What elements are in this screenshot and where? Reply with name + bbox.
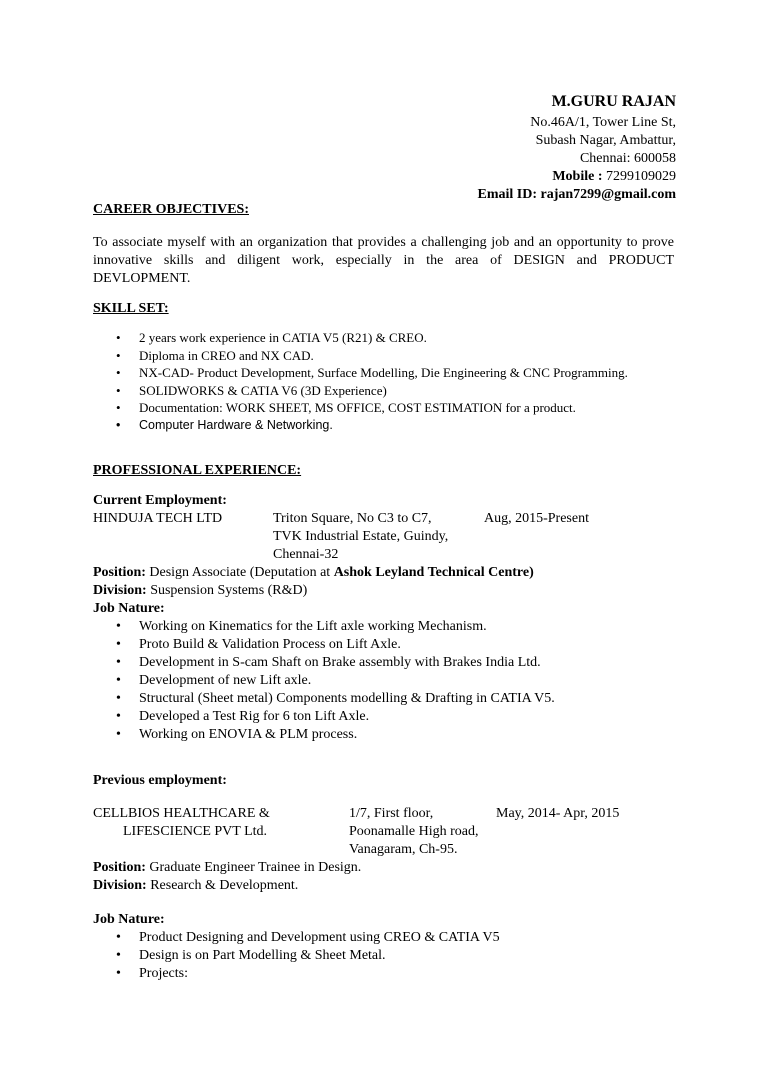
professional-experience-heading: PROFESSIONAL EXPERIENCE:	[93, 463, 302, 478]
current-address-line-3: Chennai-32	[273, 547, 339, 562]
current-address-line-1: Triton Square, No C3 to C7,	[273, 511, 432, 526]
position-text: Graduate Engineer Trainee in Design.	[149, 860, 362, 875]
list-item: • Design is on Part Modelling & Sheet Metal.	[116, 947, 500, 965]
mobile-number: 7299109029	[606, 169, 676, 184]
list-item: • Diploma in CREO and NX CAD.	[116, 347, 628, 365]
division-label: Division:	[93, 878, 147, 893]
previous-job-nature-label: Job Nature:	[93, 912, 165, 927]
previous-division	[93, 877, 298, 895]
mobile-line	[477, 168, 676, 186]
division-text: Suspension Systems (R&D)	[150, 583, 308, 598]
position-text: Design Associate (Deputation at	[149, 565, 331, 580]
address-line-1: No.46A/1, Tower Line St,	[530, 115, 676, 130]
candidate-name: M.GURU RAJAN	[551, 93, 676, 110]
list-item: • Computer Hardware & Networking.	[116, 417, 628, 435]
skill-list	[116, 329, 628, 434]
current-company: HINDUJA TECH LTD	[93, 511, 223, 526]
email-line: Email ID: rajan7299@gmail.com	[477, 187, 676, 202]
list-item: • Structural (Sheet metal) Components modelling & Drafting in CATIA V5.	[116, 690, 555, 708]
list-item: • Working on ENOVIA & PLM process.	[116, 726, 555, 744]
position-label: Position:	[93, 565, 146, 580]
current-address-line-2: TVK Industrial Estate, Guindy,	[273, 529, 449, 544]
list-item: • Development of new Lift axle.	[116, 672, 555, 690]
list-item: • Developed a Test Rig for 6 ton Lift Axle.	[116, 708, 555, 726]
list-item: • 2 years work experience in CATIA V5 (R21) & CREO.	[116, 329, 628, 347]
mobile-label: Mobile :	[552, 169, 603, 184]
current-division	[93, 582, 307, 600]
list-item: • SOLIDWORKS & CATIA V6 (3D Experience)	[116, 382, 628, 400]
career-objectives-heading: CAREER OBJECTIVES:	[93, 202, 249, 217]
previous-address-line-2: Poonamalle High road,	[349, 824, 479, 839]
list-item: • Product Designing and Development using CREO & CATIA V5	[116, 929, 500, 947]
previous-dates: May, 2014- Apr, 2015	[496, 806, 620, 821]
previous-position	[93, 859, 361, 877]
career-objectives-text: To associate myself with an organization that provides a challenging job and an opportunity to prove innovative skills and diligent work, especially in the area of DESIGN and PRODUCT DEVLOPMENT.	[93, 235, 674, 286]
current-dates: Aug, 2015-Present	[484, 511, 589, 526]
position-company: Ashok Leyland Technical Centre)	[333, 565, 534, 580]
previous-address-line-3: Vanagaram, Ch-95.	[349, 842, 458, 857]
current-position	[93, 564, 534, 582]
current-job-nature-label: Job Nature:	[93, 601, 165, 616]
position-label: Position:	[93, 860, 146, 875]
list-item: • Projects:	[116, 965, 500, 983]
list-item: • Working on Kinematics for the Lift axle working Mechanism.	[116, 618, 555, 636]
previous-address-line-1: 1/7, First floor,	[349, 806, 434, 821]
list-item: • NX-CAD- Product Development, Surface Modelling, Die Engineering & CNC Programming.	[116, 364, 628, 382]
previous-job-list	[116, 929, 500, 983]
list-item: • Development in S-cam Shaft on Brake assembly with Brakes India Ltd.	[116, 654, 555, 672]
list-item: • Proto Build & Validation Process on Lift Axle.	[116, 636, 555, 654]
current-employment-label: Current Employment:	[93, 493, 227, 508]
division-text: Research & Development.	[150, 878, 299, 893]
previous-employment-label: Previous employment:	[93, 773, 227, 788]
contact-header	[477, 92, 676, 204]
current-job-list	[116, 618, 555, 744]
address-line-3: Chennai: 600058	[579, 151, 676, 166]
division-label: Division:	[93, 583, 147, 598]
previous-company-line-1: CELLBIOS HEALTHCARE &	[93, 806, 270, 821]
previous-company-line-2: LIFESCIENCE PVT Ltd.	[123, 824, 268, 839]
list-item: • Documentation: WORK SHEET, MS OFFICE, COST ESTIMATION for a product.	[116, 399, 628, 417]
address-line-2: Subash Nagar, Ambattur,	[535, 133, 676, 148]
skill-set-heading: SKILL SET:	[93, 301, 169, 316]
